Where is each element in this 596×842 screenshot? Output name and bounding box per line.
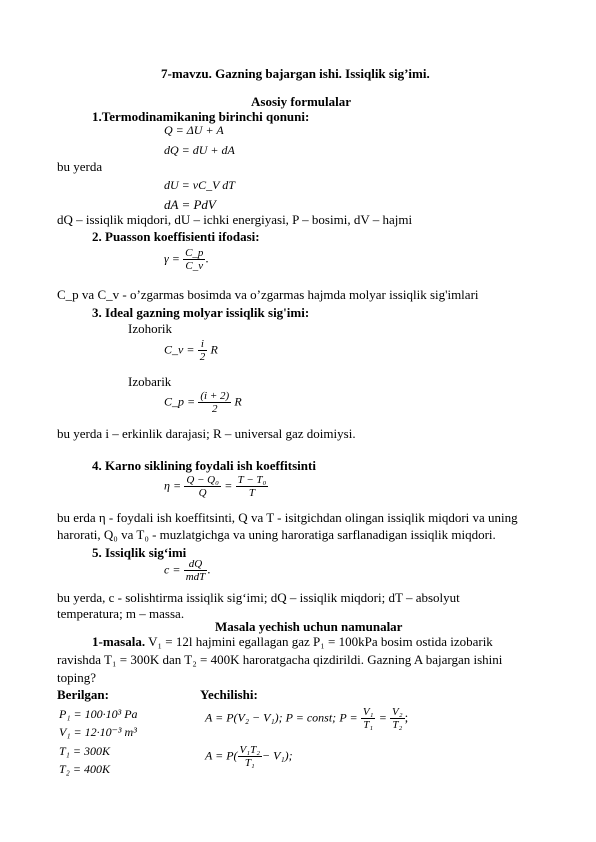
bu-yerda-label: bu yerda (57, 159, 103, 174)
solution-line-2 (205, 744, 293, 769)
solution-ratio-2-num: V₂ (392, 706, 403, 718)
section-5-heading: 5. Issiqlik sig‘imi (92, 545, 187, 560)
izobarik-label: Izobarik (128, 374, 172, 389)
given-item: T₂ = 400K (59, 762, 110, 776)
cv-denominator: 2 (199, 351, 206, 363)
solution-line-2-num: V₁T₂ (239, 744, 261, 756)
given-item: V₁ = 12·10⁻³ m³ (59, 725, 137, 739)
section-4-description-2: harorati, Q₀ va T₀ - muzlatgichga va uning haroratiga sarflanadigan issiqlik miqdori. (57, 527, 496, 542)
solution-work-formula: A = P(V₂ − V₁); P = const; (205, 710, 337, 725)
section-2-description: C_p va C_v - o’zgarmas bosimda va o’zgarmas hajmda molyar issiqlik sig'imlari (57, 287, 479, 302)
cp-lhs: C_p = (164, 394, 196, 409)
section-5-description-2: temperatura; m – massa. (57, 606, 185, 621)
specific-heat-lhs: c = (164, 562, 181, 577)
poisson-fraction (183, 247, 205, 272)
cv-fraction (198, 338, 208, 363)
solution-ratio-1-num: V₁ (362, 706, 374, 718)
problem-line-2: ravishda T₁ = 300K dan T₂ = 400K haroratgacha qizdirildi. Gazning A bajargan ishini (57, 652, 503, 667)
carnot-equals: = (224, 478, 233, 493)
section-2-heading: 2. Puasson koeffisienti ifodasi: (92, 229, 260, 244)
carnot-numerator-1: Q − Q₀ (186, 474, 219, 486)
formula-cp (164, 390, 242, 415)
carnot-numerator-2: T − T₀ (237, 474, 267, 486)
formulas-subtitle: Asosiy formulalar (251, 94, 352, 109)
formula-specific-heat (164, 558, 211, 583)
section-4-description-1: bu erda η - foydali ish koeffitsinti, Q va T - isitgichdan olingan issiqlik miqdori va uning (57, 510, 518, 525)
solution-p-lhs: P = (339, 710, 358, 725)
specific-heat-tail: . (207, 561, 211, 577)
section-5-description-1: bu yerda, c - solishtirma issiqlik sig‘imi; dQ – issiqlik miqdori; dT – absolyut (57, 590, 460, 605)
cp-numerator: (i + 2) (200, 390, 230, 402)
page-title: 7-mavzu. Gazning bajargan ishi. Issiqlik sig’imi. (161, 66, 430, 81)
formula-carnot (164, 474, 268, 499)
problem-line-1 (92, 634, 493, 649)
formula-work: dA = PdV (164, 197, 216, 212)
problem-text-1: V₁ = 12l hajmini egallagan gaz P₁ = 100kPa bosim ostida izobarik (148, 634, 493, 649)
section-3-description: bu yerda i – erkinlik darajasi; R – universal gaz doimiysi. (57, 426, 356, 441)
solution-ratio-2-den: T₂ (392, 719, 403, 731)
formula-first-law: Q = ΔU + A (164, 123, 224, 137)
solution-line-1 (205, 706, 408, 731)
section-1-heading: 1.Termodinamikaning birinchi qonuni: (92, 109, 310, 124)
given-item: P₁ = 100·10³ Pa (59, 707, 138, 721)
carnot-denominator-1: Q (198, 487, 207, 499)
cp-tail: R (234, 394, 242, 409)
solution-heading: Yechilishi: (200, 687, 258, 702)
section-4-heading: 4. Karno siklining foydali ish koeffitsinti (92, 458, 316, 473)
cv-tail: R (210, 342, 218, 357)
carnot-lhs: η = (164, 478, 182, 493)
solution-line-2-den: T₁ (244, 757, 255, 769)
solution-line-2-end: − V₁); (262, 748, 293, 763)
cp-denominator: 2 (212, 403, 218, 415)
solution-ratio-1-den: T₁ (363, 719, 374, 731)
problem-line-3: toping? (57, 670, 96, 685)
poisson-tail: . (205, 250, 209, 266)
poisson-numerator: C_p (185, 247, 204, 259)
carnot-denominator-2: T (248, 487, 256, 499)
cv-numerator: i (198, 338, 208, 351)
solution-ratio-2 (390, 706, 405, 731)
poisson-denominator: C_v (185, 260, 204, 272)
given-heading: Berilgan: (57, 687, 109, 702)
specific-heat-denominator: mdT (185, 571, 206, 583)
given-item: T₁ = 300K (59, 744, 110, 758)
formula-first-law-differential: dQ = dU + dA (164, 143, 235, 157)
section-3-heading: 3. Ideal gazning molyar issiqlik sig'imi: (92, 305, 310, 320)
carnot-fraction-1 (184, 474, 221, 499)
examples-heading: Masala yechish uchun namunalar (215, 619, 403, 634)
solution-line-2-fraction (238, 744, 263, 769)
solution-ratio-1 (361, 706, 376, 731)
formula-internal-energy: dU = νC_V dT (164, 178, 235, 192)
carnot-fraction-2 (236, 474, 269, 499)
izohorik-label: Izohorik (128, 321, 173, 336)
formula-poisson (164, 247, 209, 272)
cp-fraction (198, 390, 231, 415)
specific-heat-numerator: dQ (184, 558, 208, 571)
poisson-lhs: γ = (164, 251, 180, 266)
formula-cv (164, 338, 218, 363)
cv-lhs: C_v = (164, 342, 195, 357)
solution-line-2-start: A = P( (205, 748, 238, 763)
solution-equals: = (378, 710, 387, 725)
solution-line-1-end: ; (404, 709, 409, 725)
specific-heat-fraction (184, 558, 211, 583)
problem-label: 1-masala. (92, 634, 146, 649)
section-1-description: dQ – issiqlik miqdori, dU – ichki energiyasi, P – bosimi, dV – hajmi (57, 212, 413, 227)
